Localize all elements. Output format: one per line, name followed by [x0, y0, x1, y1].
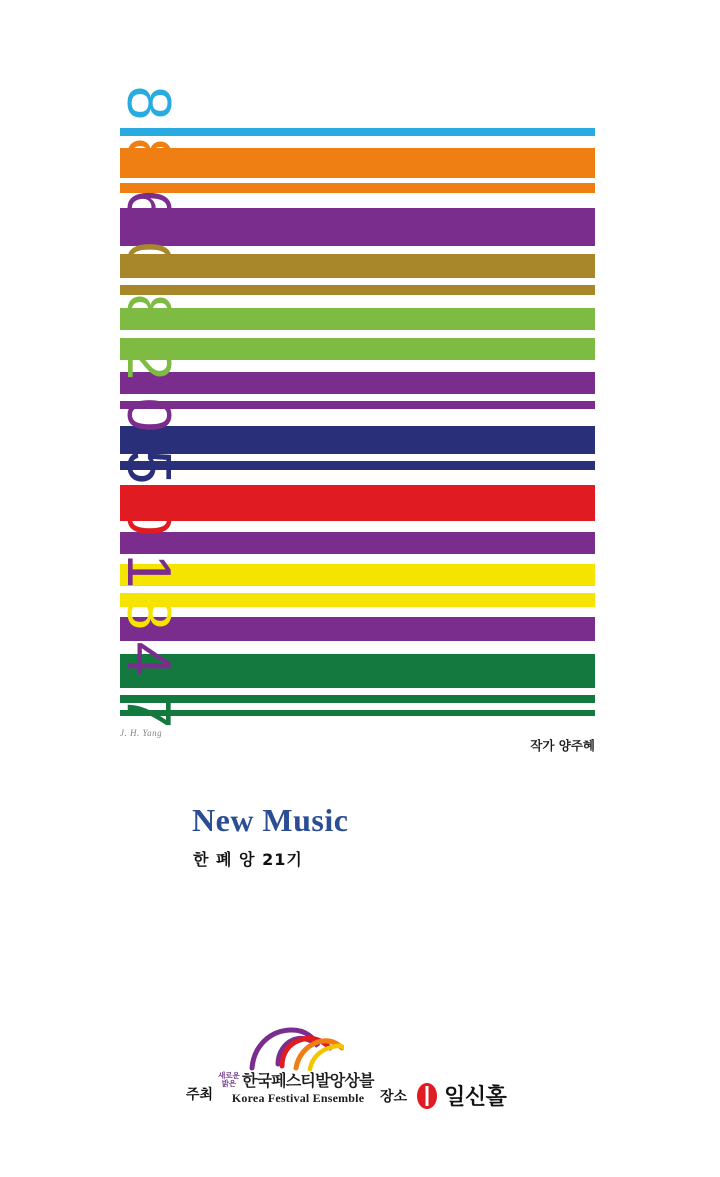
barcode-digit: 7: [114, 693, 183, 729]
barcode-digit: 8: [114, 293, 183, 329]
barcode-bar: [120, 485, 595, 521]
barcode-bar: [120, 461, 595, 470]
ensemble-name-korean: 한국페스티발앙상블: [241, 1071, 374, 1090]
barcode-bar: [120, 617, 595, 641]
barcode-bar: [120, 285, 595, 295]
page-subtitle: 한 폐 앙 21기: [193, 850, 303, 869]
poster-footer: [0, 1010, 720, 1120]
barcode-bar: [120, 338, 595, 360]
barcode-bar: [120, 426, 595, 454]
barcode-bar: [120, 401, 595, 409]
barcode-digit: 2: [114, 345, 183, 381]
barcode-bar: [120, 208, 595, 246]
barcode-digit: 4: [114, 641, 183, 677]
ensemble-tagline-line2: 밝은: [221, 1079, 237, 1088]
artist-credit: 작가 양주혜: [530, 738, 595, 753]
ensemble-name-english: Korea Festival Ensemble: [231, 1091, 365, 1105]
barcode-digit: 8: [114, 85, 183, 121]
barcode-digit: 5: [114, 449, 183, 485]
barcode-bar: [120, 564, 595, 586]
barcode-digit: 0: [114, 241, 183, 277]
barcode-bar: [120, 254, 595, 278]
host-group: [186, 1072, 378, 1112]
ensemble-logo: [218, 1072, 378, 1106]
barcode-digit: 8: [114, 137, 183, 173]
barcode-digit: 6: [114, 189, 183, 225]
barcode-bar: [120, 532, 595, 554]
venue-label: 장소: [380, 1088, 408, 1105]
barcode-bar: [120, 308, 595, 330]
host-label: 주최: [186, 1087, 214, 1103]
venue-group: [380, 1080, 506, 1111]
venue-name: 일신홀: [444, 1085, 507, 1110]
barcode-digit: 0: [114, 501, 183, 537]
barcode-digit: 1: [114, 553, 183, 589]
barcode-bar: [120, 593, 595, 607]
artist-signature-mark: J. H. Yang: [120, 728, 163, 738]
ensemble-tagline: [218, 1072, 240, 1088]
barcode-digit: 0: [114, 397, 183, 433]
barcode-bar: [120, 128, 595, 136]
page-title: New Music: [192, 802, 349, 838]
barcode-artwork: [114, 82, 595, 729]
barcode-bar: [120, 148, 595, 178]
barcode-bar: [120, 695, 595, 703]
barcode-bar: [120, 710, 595, 716]
barcode-digits: [114, 82, 183, 729]
ensemble-swoosh-icon: [248, 1020, 344, 1072]
barcode-digit: 8: [114, 595, 183, 631]
barcode-bar: [120, 372, 595, 394]
barcode-bar: [120, 654, 595, 688]
venue-logo-icon: [414, 1082, 440, 1110]
barcode-bar: [120, 183, 595, 193]
ensemble-tagline-line1: 새로운: [218, 1071, 240, 1080]
barcode-bars: [120, 82, 595, 722]
